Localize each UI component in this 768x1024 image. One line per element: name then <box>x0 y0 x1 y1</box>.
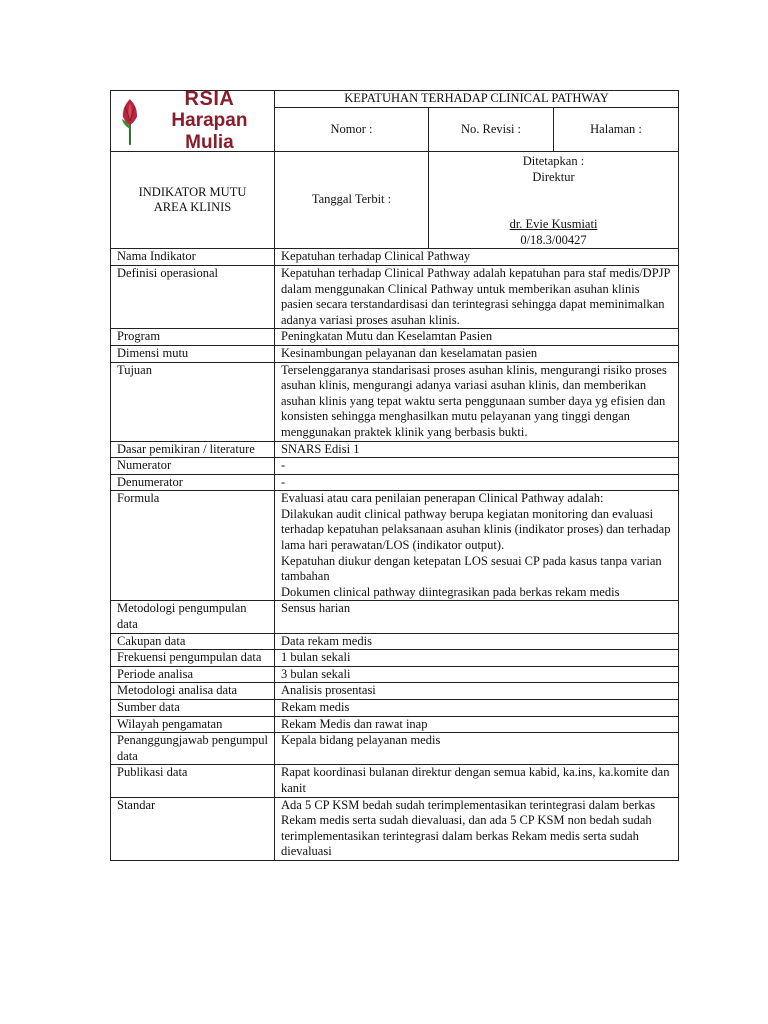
table-row <box>111 797 679 860</box>
row-label: Cakupan data <box>111 633 275 650</box>
row-value: Kepatuhan terhadap Clinical Pathway adalah kepatuhan para staf medis/DPJP dalam menggunakan Clinical Pathway untuk memberikan asuhan klinis pasien secara terstandardisasi dan terintegrasi sehingga dapat meminimalkan adanya variasi proses asuhan klinis. <box>275 265 679 328</box>
jabatan-label: Direktur <box>532 169 575 184</box>
header-table <box>110 90 679 249</box>
table-row <box>111 265 679 328</box>
halaman-field: Halaman : <box>554 108 679 152</box>
table-row <box>111 362 679 441</box>
table-row <box>111 345 679 362</box>
table-row <box>111 329 679 346</box>
table-row <box>111 601 679 633</box>
row-label: Formula <box>111 491 275 601</box>
document-title: KEPATUHAN TERHADAP CLINICAL PATHWAY <box>275 91 679 108</box>
table-row <box>111 716 679 733</box>
row-value: Data rekam medis <box>275 633 679 650</box>
row-value: Kepatuhan terhadap Clinical Pathway <box>275 249 679 266</box>
table-row <box>111 458 679 475</box>
row-label: Publikasi data <box>111 765 275 797</box>
row-label: Wilayah pengamatan <box>111 716 275 733</box>
signer-id: 0/18.3/00427 <box>520 232 587 247</box>
row-value: Rekam medis <box>275 700 679 717</box>
table-row <box>111 765 679 797</box>
indikator-line1: INDIKATOR MUTU <box>138 184 247 199</box>
row-value: 3 bulan sekali <box>275 666 679 683</box>
row-value: SNARS Edisi 1 <box>275 441 679 458</box>
ditetapkan-label: Ditetapkan : <box>522 154 585 168</box>
row-label: Periode analisa <box>111 666 275 683</box>
row-value: Kepala bidang pelayanan medis <box>275 733 679 765</box>
row-label: Nama Indikator <box>111 249 275 266</box>
document <box>110 90 678 861</box>
row-label: Definisi operasional <box>111 265 275 328</box>
row-label: Sumber data <box>111 700 275 717</box>
row-label: Program <box>111 329 275 346</box>
row-label: Standar <box>111 797 275 860</box>
table-row <box>111 491 679 601</box>
row-value: Rapat koordinasi bulanan direktur dengan semua kabid, ka.ins, ka.komite dan kanit <box>275 765 679 797</box>
table-row <box>111 666 679 683</box>
row-label: Penanggungjawab pengumpul data <box>111 733 275 765</box>
table-row <box>111 474 679 491</box>
logo-text-line2: Harapan Mulia <box>171 110 248 153</box>
indikator-title <box>111 152 275 249</box>
row-label: Metodologi analisa data <box>111 683 275 700</box>
row-value: Kesinambungan pelayanan dan keselamatan pasien <box>275 345 679 362</box>
table-row <box>111 633 679 650</box>
row-label: Dasar pemikiran / literature <box>111 441 275 458</box>
row-value: Peningkatan Mutu dan Keselamtan Pasien <box>275 329 679 346</box>
row-label: Denumerator <box>111 474 275 491</box>
logo-text-line1: RSIA <box>184 88 235 110</box>
table-row <box>111 733 679 765</box>
table-row <box>111 249 679 266</box>
table-row <box>111 441 679 458</box>
row-label: Tujuan <box>111 362 275 441</box>
row-label: Numerator <box>111 458 275 475</box>
revisi-field: No. Revisi : <box>429 108 554 152</box>
row-value: - <box>275 458 679 475</box>
row-value: - <box>275 474 679 491</box>
table-row <box>111 683 679 700</box>
flower-logo-icon <box>119 95 141 147</box>
row-label: Dimensi mutu <box>111 345 275 362</box>
tanggal-terbit-field: Tanggal Terbit : <box>275 152 429 249</box>
nomor-field: Nomor : <box>275 108 429 152</box>
row-value: Evaluasi atau cara penilaian penerapan Clinical Pathway adalah: Dilakukan audit clinical pathway berupa kegiatan monitoring dan evaluasi terhadap kepatuhan pelaksanaan asuhan klinis (indikator proses) dan terhadap lama hari perawatan/LOS (indikator output). Kepatuhan diukur dengan ketepatan LOS sesuai CP pada kasus tanpa varian tambahan Dokumen clinical pathway diintegrasikan pada berkas rekam medis <box>275 491 679 601</box>
row-value: Analisis prosentasi <box>275 683 679 700</box>
row-value: 1 bulan sekali <box>275 650 679 667</box>
row-value: Rekam Medis dan rawat inap <box>275 716 679 733</box>
approval-block <box>429 152 679 249</box>
table-row <box>111 700 679 717</box>
table-row <box>111 650 679 667</box>
indicator-table <box>110 248 679 861</box>
row-label: Metodologi pengumpulan data <box>111 601 275 633</box>
logo-cell <box>111 88 275 153</box>
row-label: Frekuensi pengumpulan data <box>111 650 275 667</box>
hospital-logo <box>111 88 274 153</box>
row-value: Sensus harian <box>275 601 679 633</box>
indikator-line2: AREA KLINIS <box>153 200 232 215</box>
signer-name: dr. Evie Kusmiati <box>509 217 598 232</box>
row-value: Terselenggaranya standarisasi proses asuhan klinis, mengurangi risiko proses asuhan klinis, mengurangi adanya variasi asuhan klinis, dan memberikan asuhan klinis yang tepat waktu serta penggunaan sumber daya yg efisien dan konsisten sehingga menghasilkan mutu pelayanan yang tinggi dengan menggunakan praktek klinik yang berbasis bukti. <box>275 362 679 441</box>
row-value: Ada 5 CP KSM bedah sudah terimplementasikan terintegrasi dalam berkas Rekam medis serta sudah dievaluasi, dan ada 5 CP KSM non bedah sudah terimplementasikan terintegrasi dalam berkas Rekam medis serta sudah dievaluasi <box>275 797 679 860</box>
